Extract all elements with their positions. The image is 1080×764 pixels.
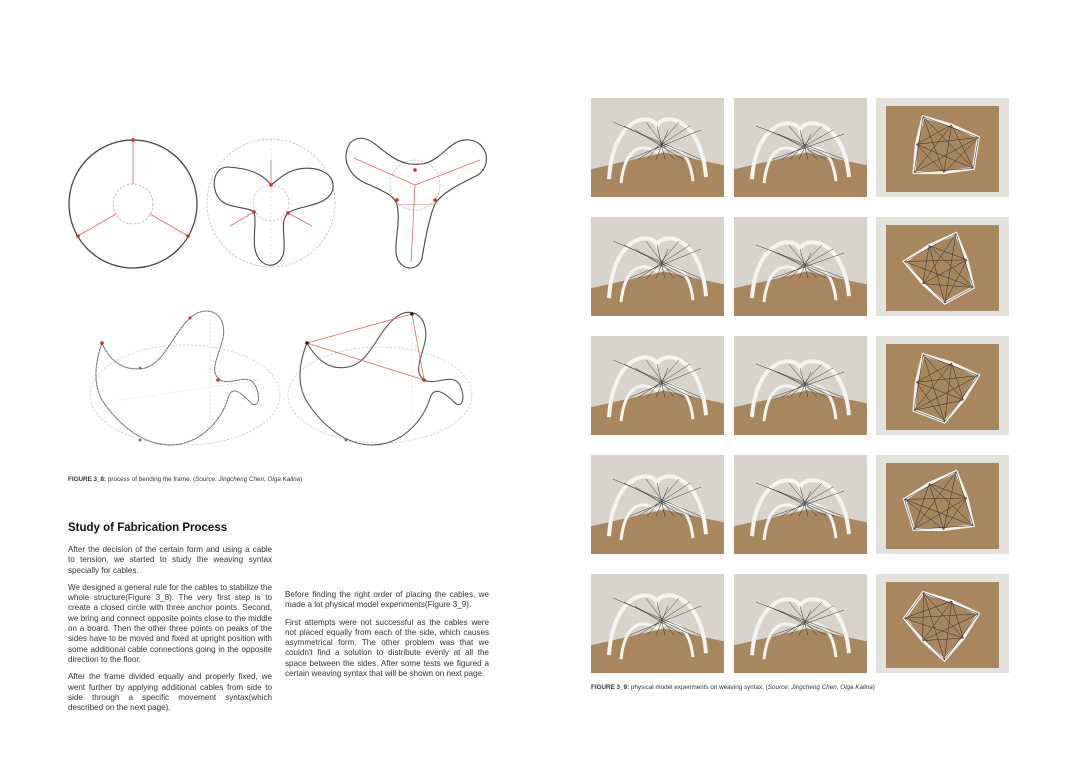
model-photo-9 (876, 336, 1009, 435)
model-photo-14 (734, 574, 867, 673)
figure-3-9-source-label: Source: (767, 684, 790, 691)
paragraph-1: After the decision of the certain form and using a cable to tension, we started to study the weaving syntax specially for cables. (68, 545, 272, 575)
model-photo-12 (876, 455, 1009, 554)
figure-3-9-text: physical model experiments on weaving syntax. ( (629, 684, 768, 691)
model-photo-10 (591, 455, 724, 554)
diagram-y-frame (346, 138, 486, 268)
model-photo-7 (591, 336, 724, 435)
model-photo-6 (876, 217, 1009, 316)
figure-3-8-source-authors: Jingcheng Chen, Olga Kalina (216, 476, 301, 483)
paragraph-3: After the frame divided equally and properly fixed, we went further by applying additional cables from side to side through a specific movement syntax(which described on the next page). (68, 672, 272, 713)
model-photo-15 (876, 574, 1009, 673)
section-heading: Study of Fabrication Process (68, 522, 228, 534)
text-column-right (285, 590, 489, 686)
figure-3-9-caption (591, 684, 875, 691)
diagram-trefoil-frame (207, 139, 335, 267)
paragraph-5: First attempts were not successful as the cables were not placed equally from each of the side, which causes asymmetrical form. The other problem was that we couldn't find a solution to distribute evenly at all the space between the sides. After some tests we figured a certain weaving syntax that will be shown on next page. (285, 617, 489, 679)
model-photo-2 (734, 98, 867, 197)
figure-3-8-source-label: Source: (195, 476, 217, 483)
figure-3-9-label: FIGURE 3_9: (591, 684, 630, 691)
model-photo-1 (591, 98, 724, 197)
model-photo-5 (734, 217, 867, 316)
diagram-bending-perspective-1 (90, 311, 280, 445)
figure-3-8-caption (68, 476, 302, 483)
figure-3-8-text: process of bending the frame. ( (106, 476, 196, 483)
figure-3-9-close: ) (872, 684, 875, 691)
model-photo-3 (876, 98, 1009, 197)
model-photo-13 (591, 574, 724, 673)
figure-3-9-source-authors: Jingcheng Chen, Olga Kalina (789, 684, 873, 691)
diagram-bending-perspective-2 (288, 312, 472, 445)
paragraph-4: Before finding the right order of placing the cables, we made a lot physical model experiments(Figure 3_9). (285, 590, 489, 610)
model-photo-8 (734, 336, 867, 435)
paragraph-2: We designed a general rule for the cables to stabilize the whole structure(Figure 3_8). The very first step is to create a closed circle with three anchor points. Second, we bring and connect opposite points close to the middle on a board. Then the other three points on peaks of the sides have to be moved and fixed at upright position with some additional cable connections going in the opposite direction to the floor. (68, 582, 272, 664)
diagram-circle-frame (69, 138, 197, 268)
text-column-left (68, 545, 272, 720)
model-photo-11 (734, 455, 867, 554)
figure-3-8-label: FIGURE 3_8: (68, 476, 107, 483)
figure-3-8-close: ) (300, 476, 303, 483)
model-photo-4 (591, 217, 724, 316)
